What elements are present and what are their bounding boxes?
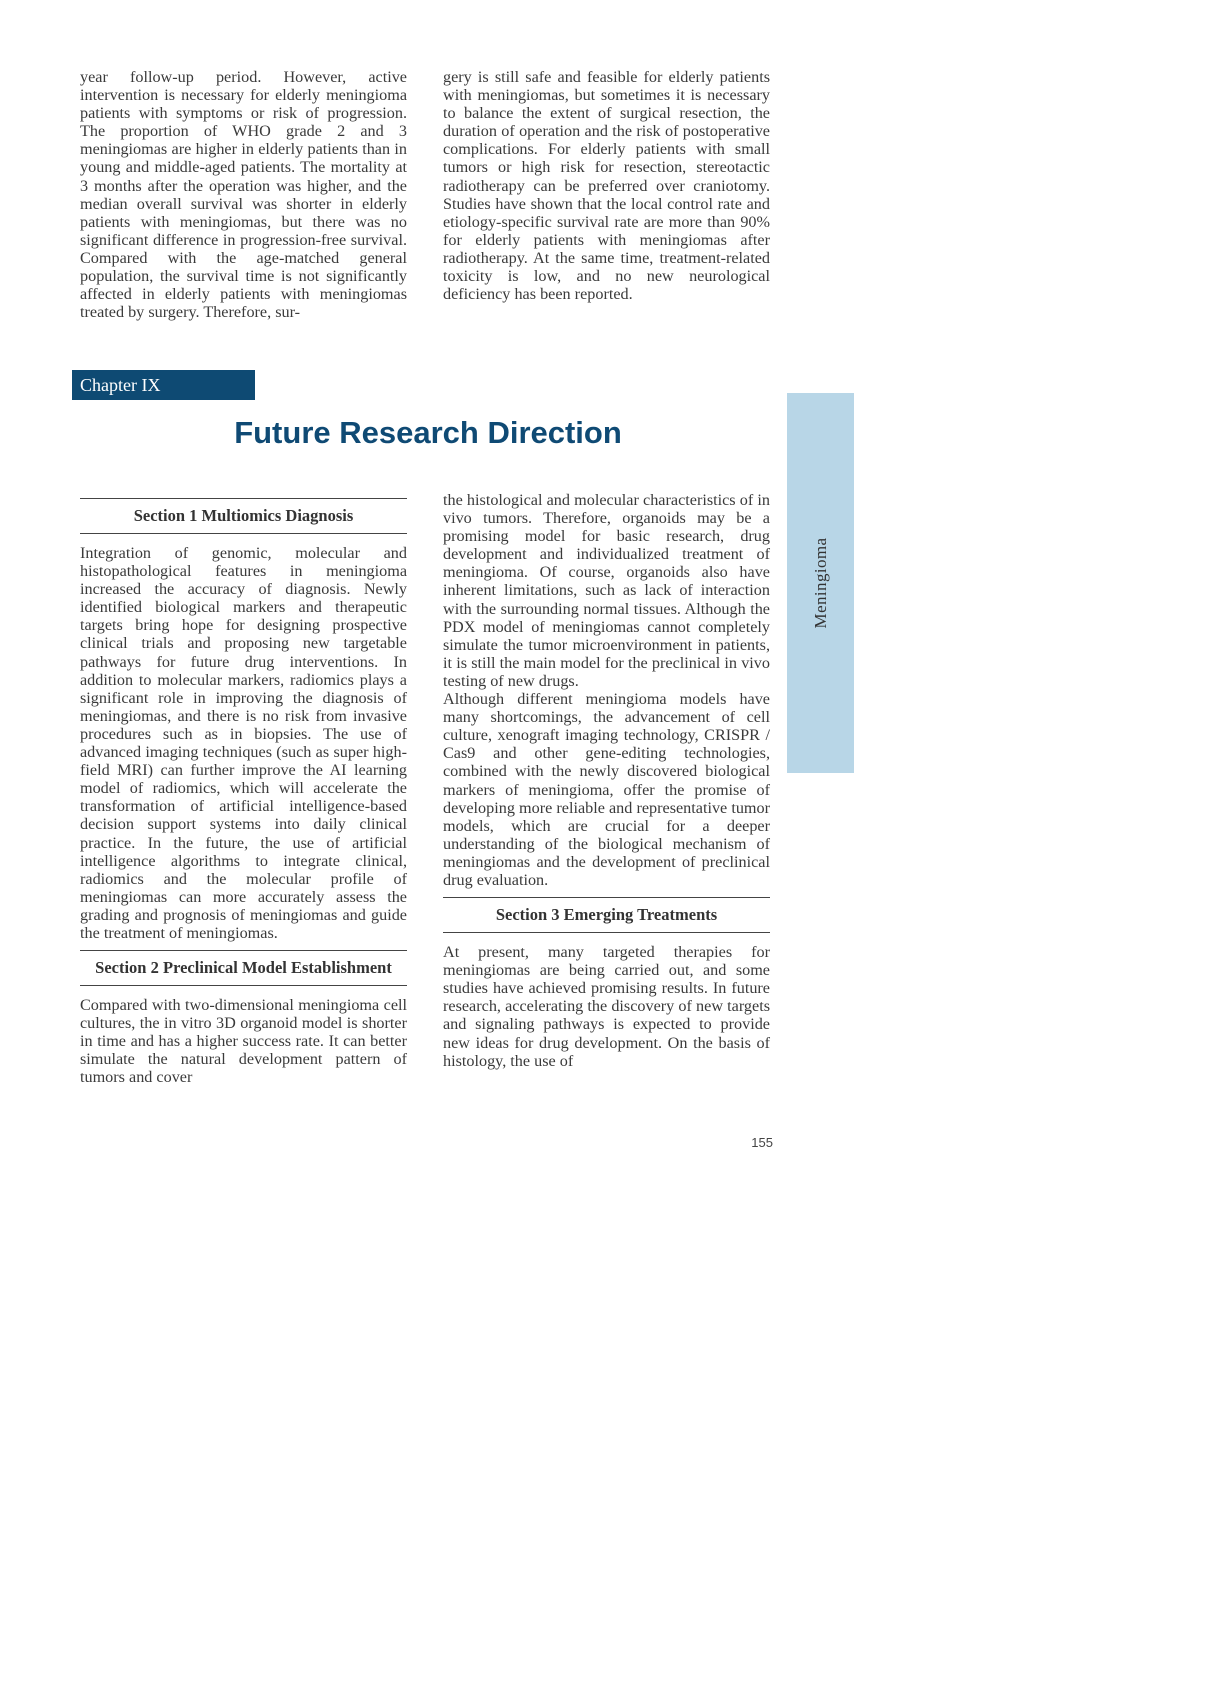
paragraph: At present, many targeted therapies for meningiomas are being carried out, and some studies have achieved promising results. In future research, accelerating the discovery of new targets and signaling pathways is expected to provide new ideas for drug development. On the basis of histology, the use of [443,943,770,1070]
top-right-column [443,68,770,303]
paragraph: year follow-up period. However, active intervention is necessary for elderly meningioma patients with symptoms or risk of progression. The proportion of WHO grade 2 and 3 meningiomas are higher in elderly patients than in young and middle-aged patients. The mortality at 3 months after the operation was higher, and the median overall survival was shorter in elderly patients with meningiomas, but there was no significant difference in progression-free survival. Compared with the age-matched general population, the survival time is not significantly affected in elderly patients with meningiomas treated by surgery. Therefore, sur- [80,68,407,322]
section-1-heading: Section 1 Multiomics Diagnosis [80,498,407,534]
section-2-heading: Section 2 Preclinical Model Establishment [80,950,407,986]
paragraph: Compared with two-dimensional meningioma cell cultures, the in vitro 3D organoid model is shorter in time and has a higher success rate. It can better simulate the natural development pattern of tumors and cover [80,996,407,1087]
chapter-label: Chapter IX [72,370,255,400]
section-3-heading: Section 3 Emerging Treatments [443,897,770,933]
chapter-title: Future Research Direction [234,415,622,450]
paragraph: gery is still safe and feasible for elderly patients with meningiomas, but sometimes it is necessary to balance the extent of surgical resection, the duration of operation and the risk of postoperative complications. For elderly patients with small tumors or high risk for resection, stereotactic radiotherapy can be preferred over craniotomy. Studies have shown that the local control rate and etiology-specific survival rate are more than 90% for elderly patients with meningiomas after radiotherapy. At the same time, treatment-related toxicity is low, and no new neurological deficiency has been reported. [443,68,770,304]
side-tab [787,393,854,773]
paragraph: Although different meningioma models have many shortcomings, the advancement of cell culture, xenograft imaging technology, CRISPR / Cas9 and other gene-editing technologies, combined with the newly discovered biological markers of meningioma, offer the promise of developing more reliable and representative tumor models, which are crucial for a deeper understanding of the biological mechanism of meningiomas and the development of preclinical drug evaluation. [443,690,770,889]
paragraph: Integration of genomic, molecular and histopathological features in meningioma increased the accuracy of diagnosis. Newly identified biological markers and therapeutic targets bring hope for designing prospective clinical trials and proposing new targetable pathways for future drug interventions. In addition to molecular markers, radiomics plays a significant role in improving the diagnosis of meningiomas, and there is no risk from invasive procedures such as in biopsies. The use of advanced imaging techniques (such as super high-field MRI) can further improve the AI learning model of radiomics, which will accelerate the transformation of artificial intelligence-based decision support systems into daily clinical practice. In the future, the use of artificial intelligence algorithms to integrate clinical, radiomics and the molecular profile of meningiomas can more accurately assess the grading and prognosis of meningiomas and guide the treatment of meningiomas. [80,544,407,942]
paragraph: the histological and molecular characteristics of in vivo tumors. Therefore, organoids may be a promising model for basic research, drug development and individualized treatment of meningioma. Of course, organoids also have inherent limitations, such as lack of interaction with the surrounding normal tissues. Although the PDX model of meningiomas cannot completely simulate the tumor microenvironment in patients, it is still the main model for the preclinical in vivo testing of new drugs. [443,491,770,690]
top-left-column [80,68,407,321]
bottom-right-column [443,491,770,1070]
page-number: 155 [751,1135,773,1150]
bottom-left-column [80,498,407,1087]
side-tab-label: Meningioma [810,537,830,629]
